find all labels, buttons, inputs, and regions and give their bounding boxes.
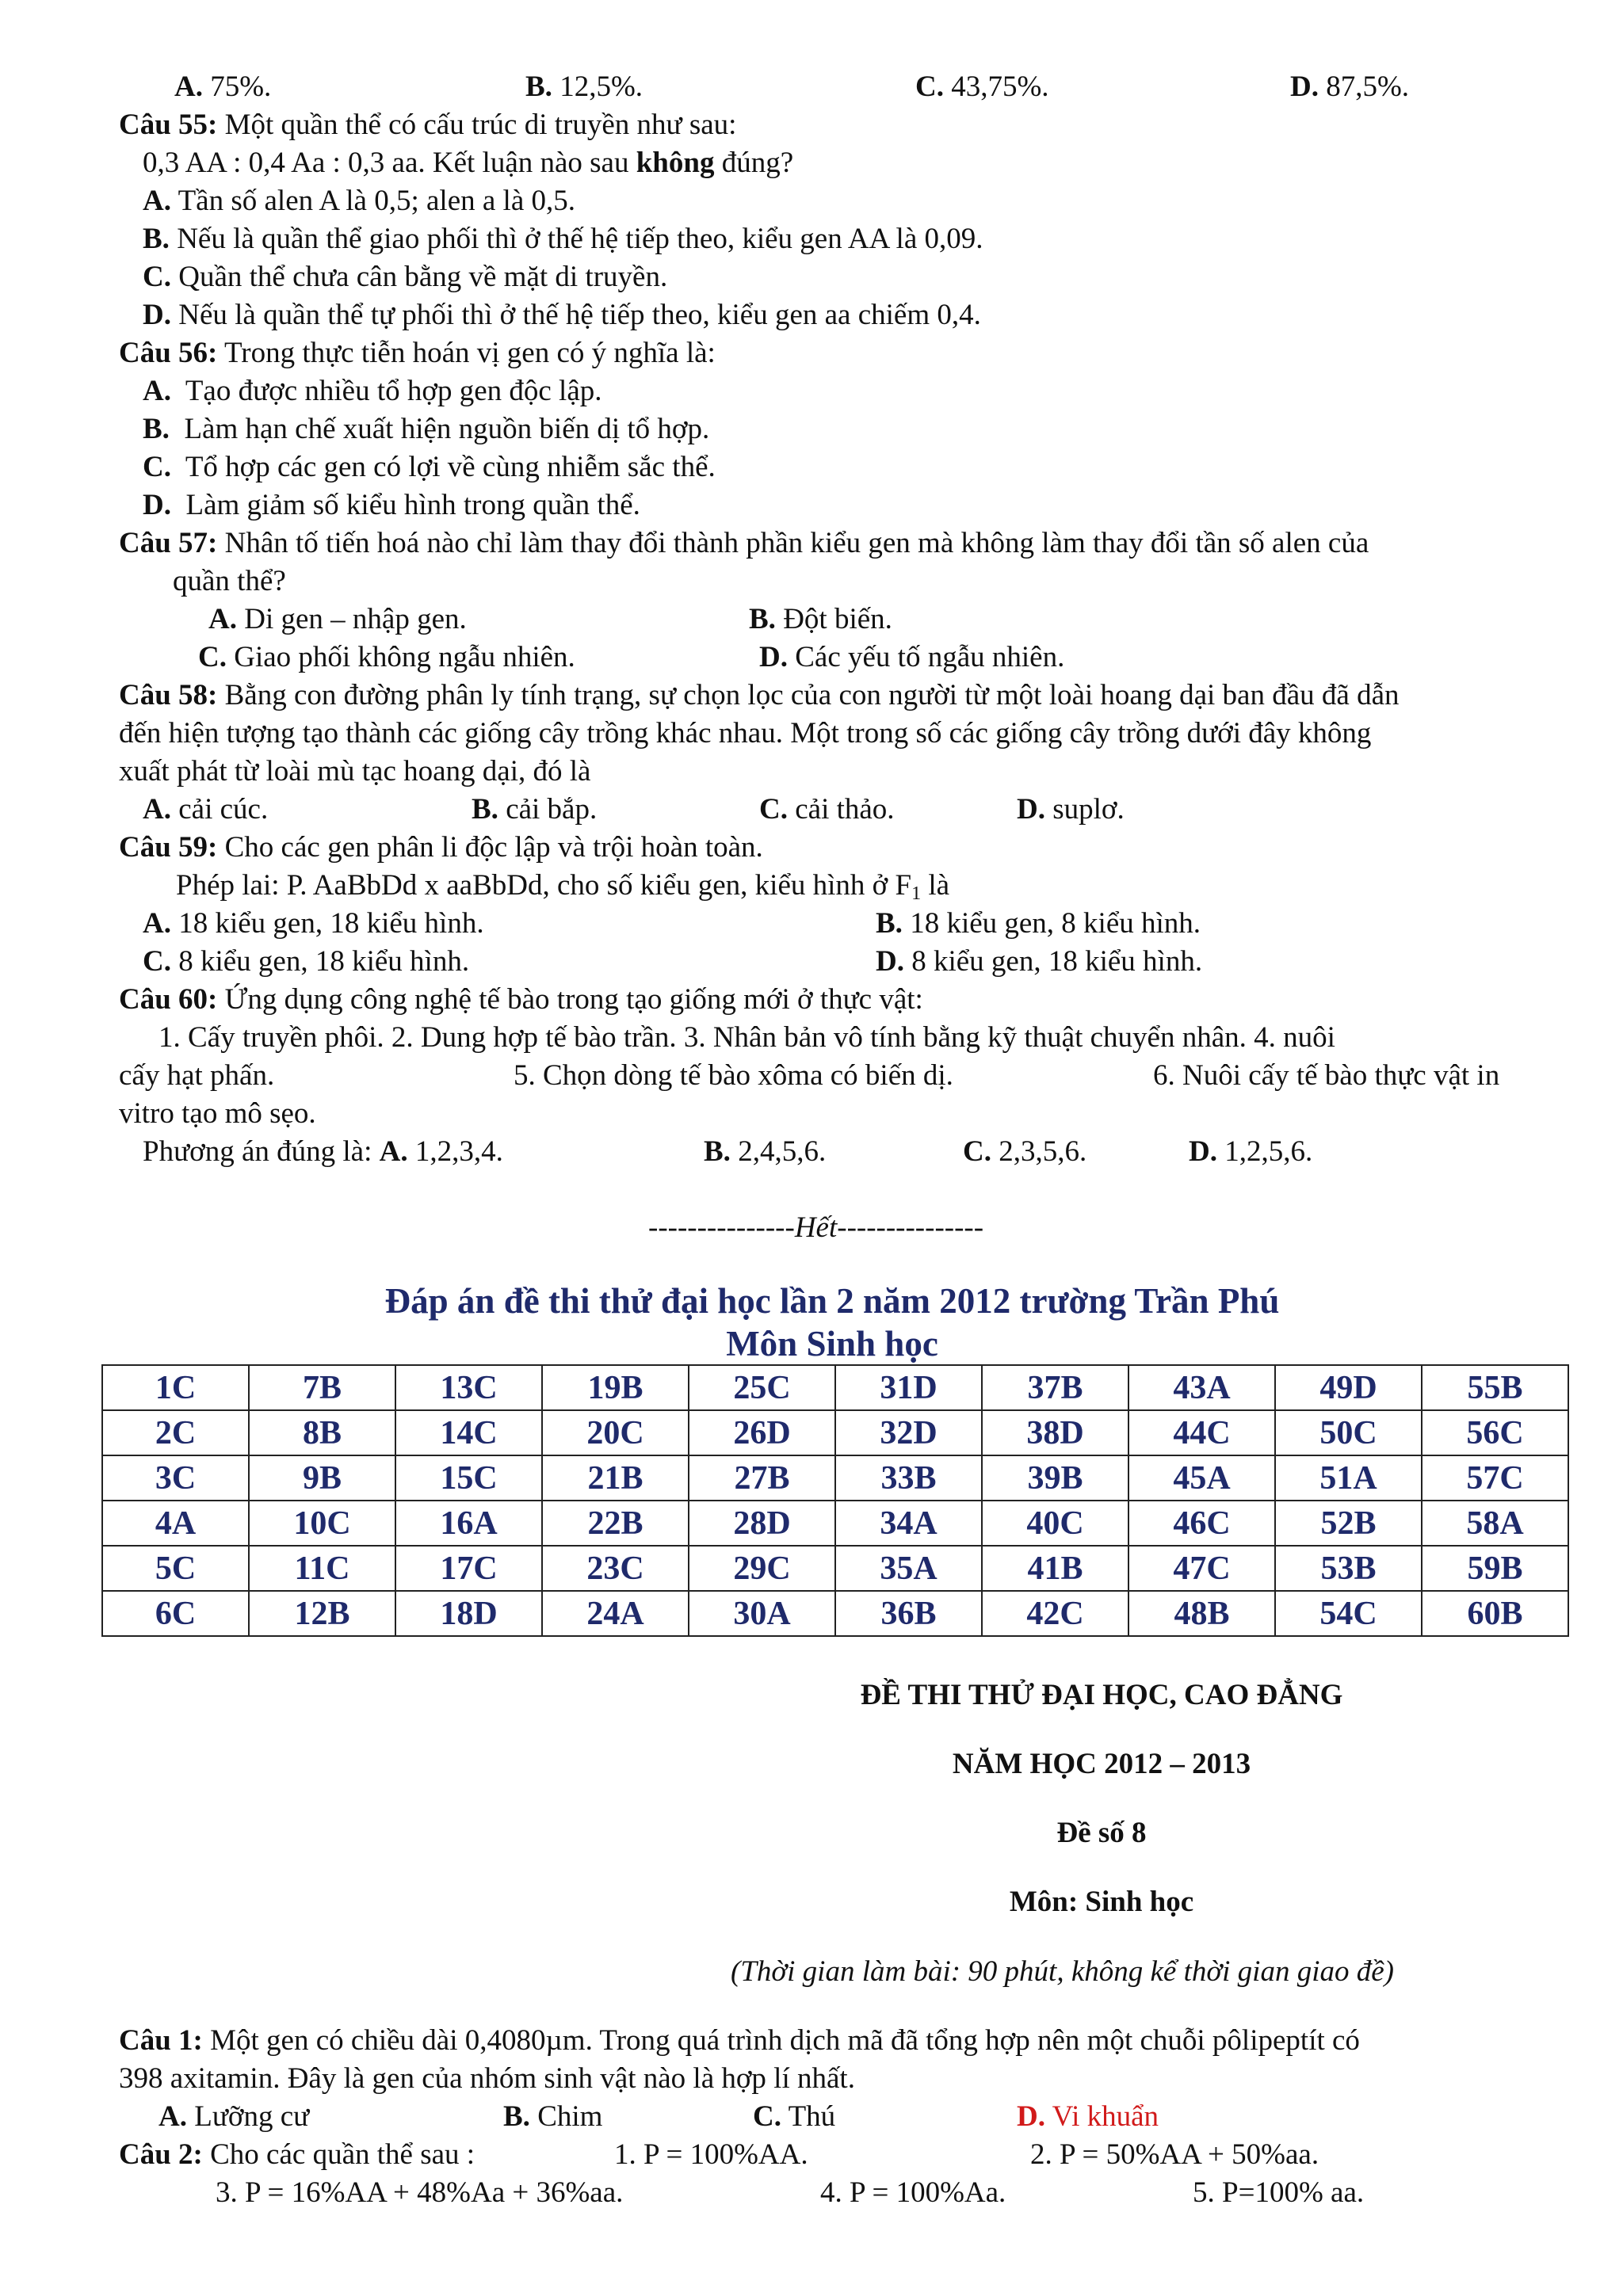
answer-key-cell: 1C	[102, 1365, 249, 1410]
answer-key-cell: 41B	[982, 1546, 1128, 1591]
answer-key-cell: 42C	[982, 1591, 1128, 1636]
c2-pop-2: 2. P = 50%AA + 50%aa.	[1030, 2138, 1319, 2171]
q55-option-a: A. Tần số alen A là 0,5; alen a là 0,5.	[143, 185, 575, 217]
answer-key-cell: 33B	[835, 1455, 982, 1501]
answer-key-cell: 54C	[1275, 1591, 1422, 1636]
q58-option-a: A. cải cúc.	[143, 793, 269, 826]
answer-key-cell: 50C	[1275, 1410, 1422, 1455]
answer-key-cell: 31D	[835, 1365, 982, 1410]
answer-key-cell: 52B	[1275, 1501, 1422, 1546]
q60-list-line2b: 5. Chọn dòng tế bào xôma có biến dị.	[514, 1059, 953, 1092]
answer-key-cell: 58A	[1422, 1501, 1568, 1546]
q56-stem: Câu 56: Trong thực tiễn hoán vị gen có ý nghĩa là:	[119, 337, 716, 369]
q60-list-line3: vitro tạo mô sẹo.	[119, 1097, 316, 1130]
q56-option-c: C. Tổ hợp các gen có lợi về cùng nhiễm sắc thể.	[143, 451, 716, 483]
answer-key-cell: 43A	[1128, 1365, 1275, 1410]
q60-list-line2a: cấy hạt phấn.	[119, 1059, 275, 1092]
answer-key-cell: 15C	[395, 1455, 542, 1501]
answer-key-cell: 28D	[689, 1501, 835, 1546]
answer-key-cell: 49D	[1275, 1365, 1422, 1410]
exam2-time-note: (Thời gian làm bài: 90 phút, không kể thời gian giao đề)	[731, 1955, 1394, 1988]
q56-option-d: D. Làm giảm số kiểu hình trong quần thể.	[143, 489, 640, 521]
answer-key-table	[101, 1364, 1569, 1637]
answer-key-cell: 60B	[1422, 1591, 1568, 1636]
answer-key-cell: 16A	[395, 1501, 542, 1546]
answer-key-cell: 44C	[1128, 1410, 1275, 1455]
q57-stem: Câu 57: Nhân tố tiến hoá nào chỉ làm thay đổi thành phần kiểu gen mà không làm thay đổi tần số alen của	[119, 527, 1369, 559]
c1-option-d-correct: D. Vi khuẩn	[1017, 2100, 1159, 2133]
answer-key-cell: 35A	[835, 1546, 982, 1591]
c2-pop-4: 4. P = 100%Aa.	[820, 2176, 1006, 2209]
answer-key-cell: 56C	[1422, 1410, 1568, 1455]
answer-key-cell: 10C	[249, 1501, 395, 1546]
answer-key-cell: 21B	[542, 1455, 689, 1501]
answer-key-cell: 30A	[689, 1591, 835, 1636]
answer-key-cell: 40C	[982, 1501, 1128, 1546]
q58-option-c: C. cải thảo.	[759, 793, 895, 826]
answer-key-cell: 7B	[249, 1365, 395, 1410]
answer-key-cell: 59B	[1422, 1546, 1568, 1591]
q57-stem-line2: quần thể?	[173, 565, 286, 597]
answer-key-cell: 55B	[1422, 1365, 1568, 1410]
q60-list-line2c: 6. Nuôi cấy tế bào thực vật in	[1153, 1059, 1500, 1092]
answer-key-cell: 17C	[395, 1546, 542, 1591]
answer-key-cell: 25C	[689, 1365, 835, 1410]
exam2-title: ĐỀ THI THỬ ĐẠI HỌC, CAO ĐẲNG	[860, 1679, 1343, 1711]
q60-stem: Câu 60: Ứng dụng công nghệ tế bào trong tạo giống mới ở thực vật:	[119, 983, 923, 1016]
answer-key-cell: 2C	[102, 1410, 249, 1455]
c1-option-a: A. Lưỡng cư	[158, 2100, 310, 2133]
answer-key-cell: 22B	[542, 1501, 689, 1546]
answer-key-cell: 23C	[542, 1546, 689, 1591]
answer-key-cell: 47C	[1128, 1546, 1275, 1591]
answer-key-cell: 14C	[395, 1410, 542, 1455]
q59-option-d: D. 8 kiểu gen, 18 kiểu hình.	[876, 945, 1203, 978]
q60-list-line1: 1. Cấy truyền phôi. 2. Dung hợp tế bào trần. 3. Nhân bản vô tính bằng kỹ thuật chuyển nhân. 4. nuôi	[158, 1021, 1335, 1054]
q59-stem: Câu 59: Cho các gen phân li độc lập và trội hoàn toàn.	[119, 831, 763, 864]
c2-stem: Câu 2: Cho các quần thể sau :	[119, 2138, 475, 2171]
answer-key-cell: 36B	[835, 1591, 982, 1636]
c1-stem-line2: 398 axitamin. Đây là gen của nhóm sinh vật nào là hợp lí nhất.	[119, 2062, 855, 2095]
answer-key-cell: 20C	[542, 1410, 689, 1455]
q60-answer-line: Phương án đúng là: A. 1,2,3,4.	[143, 1135, 503, 1168]
q57-option-a: A. Di gen – nhập gen.	[208, 603, 467, 635]
answer-key-cell: 39B	[982, 1455, 1128, 1501]
q58-option-b: B. cải bắp.	[472, 793, 598, 826]
answer-key-row	[102, 1455, 1568, 1501]
answer-key-row	[102, 1410, 1568, 1455]
c2-pop-1: 1. P = 100%AA.	[614, 2138, 808, 2171]
answer-key-row	[102, 1591, 1568, 1636]
answer-key-cell: 5C	[102, 1546, 249, 1591]
answer-key-cell: 4A	[102, 1501, 249, 1546]
q54-option-b: B. 12,5%.	[525, 71, 643, 103]
answer-key-cell: 6C	[102, 1591, 249, 1636]
q60-option-c: C. 2,3,5,6.	[963, 1135, 1087, 1168]
answer-key-cell: 8B	[249, 1410, 395, 1455]
answer-key-cell: 13C	[395, 1365, 542, 1410]
answer-key-cell: 24A	[542, 1591, 689, 1636]
answer-key-cell: 53B	[1275, 1546, 1422, 1591]
q57-option-b: B. Đột biến.	[749, 603, 892, 635]
q59-option-c: C. 8 kiểu gen, 18 kiểu hình.	[143, 945, 470, 978]
answer-key-cell: 32D	[835, 1410, 982, 1455]
exam2-subject: Môn: Sinh học	[1009, 1886, 1194, 1918]
c2-pop-3: 3. P = 16%AA + 48%Aa + 36%aa.	[216, 2176, 624, 2209]
q55-option-c: C. Quần thể chưa cân bằng về mặt di truyền.	[143, 261, 668, 293]
answer-key-cell: 51A	[1275, 1455, 1422, 1501]
q58-stem-line2: đến hiện tượng tạo thành các giống cây trồng khác nhau. Một trong số các giống cây trồng dưới đây không	[119, 717, 1372, 749]
q58-stem: Câu 58: Bằng con đường phân ly tính trạng, sự chọn lọc của con người từ một loài hoang dại ban đầu đã dẫn	[119, 679, 1400, 711]
answer-key-cell: 34A	[835, 1501, 982, 1546]
answer-key-cell: 12B	[249, 1591, 395, 1636]
answer-key-cell: 45A	[1128, 1455, 1275, 1501]
q60-option-b: B. 2,4,5,6.	[704, 1135, 827, 1168]
q58-option-d: D. suplơ.	[1017, 793, 1125, 826]
answer-key-row	[102, 1546, 1568, 1591]
q54-option-a: A. 75%.	[174, 71, 272, 103]
c1-option-b: B. Chim	[503, 2100, 603, 2133]
answer-key-cell: 9B	[249, 1455, 395, 1501]
q56-option-b: B. Làm hạn chế xuất hiện nguồn biến dị tổ hợp.	[143, 413, 710, 445]
answer-key-row	[102, 1501, 1568, 1546]
q59-option-b: B. 18 kiểu gen, 8 kiểu hình.	[876, 907, 1201, 940]
q57-option-c: C. Giao phối không ngẫu nhiên.	[198, 641, 575, 673]
answer-key-cell: 18D	[395, 1591, 542, 1636]
q59-stem-line2: Phép lai: P. AaBbDd x aaBbDd, cho số kiểu gen, kiểu hình ở $F_1$ là	[176, 869, 950, 904]
answer-key-row	[102, 1365, 1568, 1410]
c1-stem: Câu 1: Một gen có chiều dài 0,4080µm. Trong quá trình dịch mã đã tổng hợp nên một chuỗi pôlipeptít có	[119, 2024, 1360, 2057]
answer-key-cell: 27B	[689, 1455, 835, 1501]
exam2-year: NĂM HỌC 2012 – 2013	[952, 1748, 1251, 1780]
q58-stem-line3: xuất phát từ loài mù tạc hoang dại, đó là	[119, 755, 591, 788]
answer-key-cell: 29C	[689, 1546, 835, 1591]
c1-option-c: C. Thú	[753, 2100, 836, 2133]
q56-option-a: A. Tạo được nhiều tổ hợp gen độc lập.	[143, 375, 602, 407]
q55-stem: Câu 55: Một quần thể có cấu trúc di truyền như sau:	[119, 109, 737, 141]
end-marker: ---------------Hết---------------	[648, 1211, 984, 1244]
answer-key-cell: 57C	[1422, 1455, 1568, 1501]
answer-key-title: Đáp án đề thi thử đại học lần 2 năm 2012 trường Trần Phú	[384, 1281, 1280, 1321]
answer-key-cell: 26D	[689, 1410, 835, 1455]
answer-key-cell: 37B	[982, 1365, 1128, 1410]
exam2-number: Đề số 8	[1056, 1817, 1147, 1849]
answer-key-cell: 3C	[102, 1455, 249, 1501]
answer-key-cell: 38D	[982, 1410, 1128, 1455]
answer-key-subtitle: Môn Sinh học	[726, 1324, 938, 1363]
answer-key-cell: 19B	[542, 1365, 689, 1410]
q55-stem-line2: 0,3 AA : 0,4 Aa : 0,3 aa. Kết luận nào sau không đúng?	[143, 147, 794, 179]
q60-option-d: D. 1,2,5,6.	[1189, 1135, 1313, 1168]
q54-option-d: D. 87,5%.	[1290, 71, 1410, 103]
answer-key-cell: 46C	[1128, 1501, 1275, 1546]
answer-key-cell: 11C	[249, 1546, 395, 1591]
answer-key-cell: 48B	[1128, 1591, 1275, 1636]
q55-option-b: B. Nếu là quần thể giao phối thì ở thế hệ tiếp theo, kiểu gen AA là 0,09.	[143, 223, 983, 255]
c2-pop-5: 5. P=100% aa.	[1193, 2176, 1365, 2209]
q59-option-a: A. 18 kiểu gen, 18 kiểu hình.	[143, 907, 484, 940]
q57-option-d: D. Các yếu tố ngẫu nhiên.	[759, 641, 1065, 673]
q55-option-d: D. Nếu là quần thể tự phối thì ở thế hệ tiếp theo, kiểu gen aa chiếm 0,4.	[143, 299, 981, 331]
q54-option-c: C. 43,75%.	[915, 71, 1049, 103]
